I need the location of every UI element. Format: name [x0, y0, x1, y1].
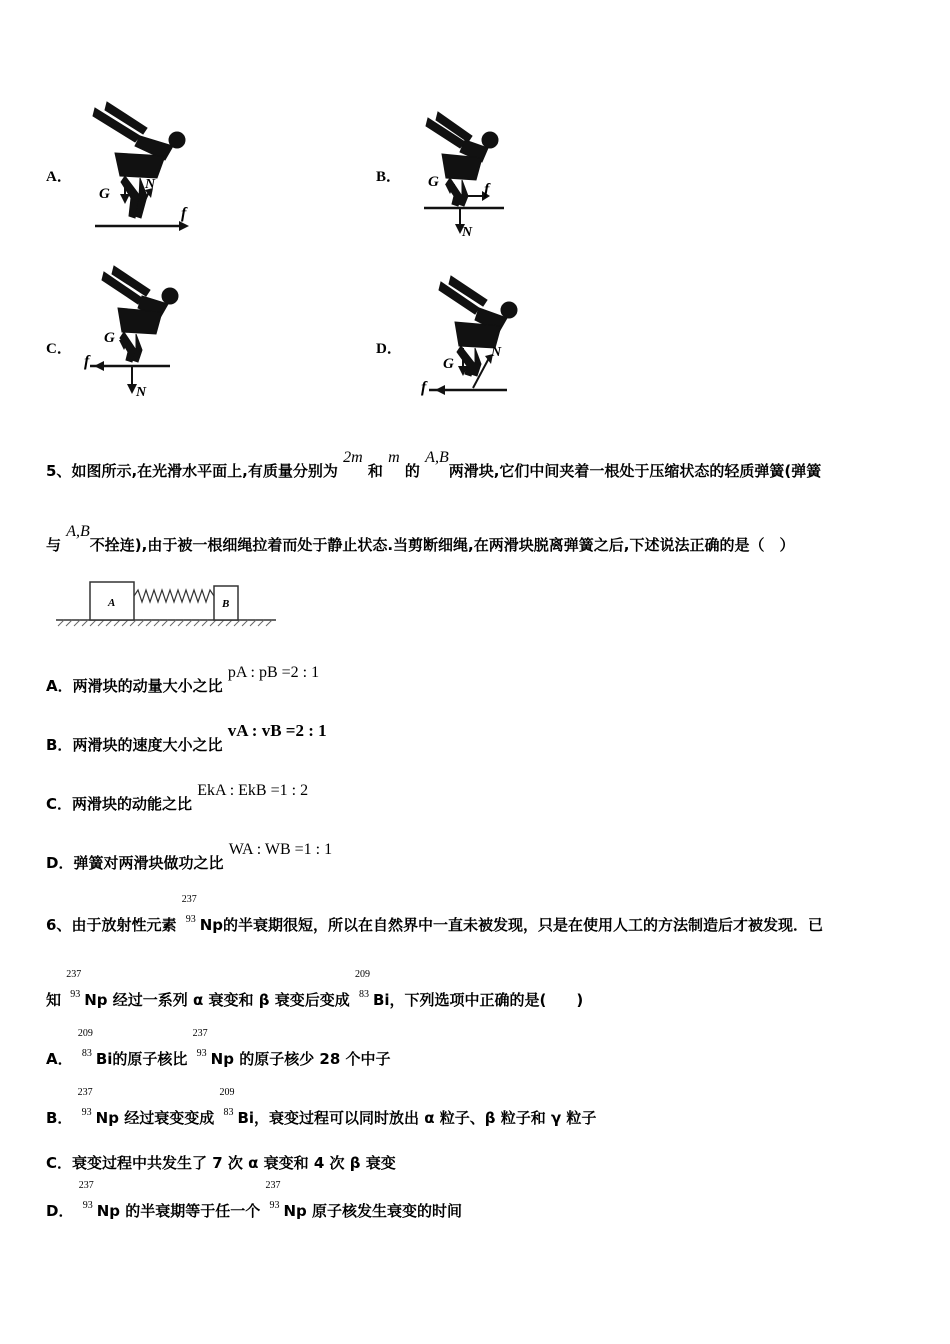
q6-option-d-np-nuclide-1: 237 93	[78, 1180, 94, 1211]
q5-option-b-label: B．	[46, 736, 73, 754]
q5-option-c-label: C．	[46, 795, 73, 813]
q5-of: 的	[404, 462, 420, 480]
figure-d-f-label: f	[421, 379, 427, 396]
q6-option-a-bi: Bi	[95, 1050, 113, 1068]
q6-option-c-text: 衰变过程中共发生了 7 次 α 衰变和 4 次 β 衰变	[72, 1154, 396, 1172]
q6-stem-part-5: ，下列选项中正确的是( )	[389, 991, 584, 1009]
figure-option-a-label: A．	[46, 169, 72, 185]
q6-bi-1: Bi	[372, 991, 390, 1009]
q5-number: 5、	[46, 462, 72, 480]
q6-option-c-label: C．	[46, 1154, 73, 1172]
q6-option-d-np-nuclide-2: 237 93	[265, 1180, 281, 1211]
q6-option-d-np-1: Np	[96, 1202, 120, 1220]
figure-a-diver-diagram	[85, 98, 200, 233]
q5-option-a-label: A．	[46, 677, 73, 695]
q6-np-nuclide-2: 237 93	[66, 969, 82, 1000]
q5-option-a-math: pA : pB =2 : 1	[227, 664, 320, 681]
q5-spring	[134, 590, 214, 602]
q5-mass-m: m	[388, 449, 400, 466]
figure-d-diver-diagram	[415, 270, 535, 405]
q6-number: 6、	[46, 916, 72, 934]
q5-option-d-text: 弹簧对两滑块做功之比	[73, 854, 224, 872]
q5-option-c	[46, 782, 309, 814]
q6-option-c	[46, 1152, 396, 1173]
q6-option-a-label: A．	[46, 1050, 73, 1068]
q5-ab-2: A,B	[66, 523, 90, 540]
q6-option-a-bi-nuclide: 209 83	[77, 1028, 93, 1059]
figure-option-b-label: B．	[376, 169, 402, 185]
q5-spring-block-figure	[54, 574, 278, 632]
q6-option-b-bi-nuclide: 209 83	[219, 1087, 235, 1118]
figure-b-g-label: G	[428, 174, 439, 190]
figure-a-f-label: f	[181, 205, 187, 222]
q6-np-2: Np	[84, 991, 108, 1009]
q6-option-d	[46, 1180, 463, 1221]
figure-a-g-label: G	[99, 186, 110, 202]
figure-c-n-label: N	[136, 385, 147, 400]
figure-b-n-label: N	[462, 225, 473, 240]
q5-option-d-label: D．	[46, 854, 74, 872]
q6-line-2	[46, 969, 584, 1010]
q6-bi-nuclide-1: 209 83	[354, 969, 370, 1000]
q5-option-a-text: 两滑块的动量大小之比	[72, 677, 223, 695]
q5-option-d	[46, 841, 333, 873]
figure-c-g-label: G	[104, 330, 115, 346]
q5-mass-2m: 2m	[343, 449, 363, 466]
figure-d-n-label: N	[491, 345, 502, 360]
q5-option-c-text: 两滑块的动能之比	[72, 795, 193, 813]
q6-option-a-np: Np	[210, 1050, 234, 1068]
q6-line-1	[46, 894, 823, 935]
figure-c-diver-diagram	[80, 262, 200, 402]
q5-and: 和	[367, 462, 383, 480]
q6-np-1: Np	[199, 916, 223, 934]
q5-stem-part-4: 不拴连),由于被一根细绳拉着而处于静止状态.当剪断细绳,在两滑块脱离弹簧之后,下述说法正确的是（ ）	[89, 536, 795, 554]
q5-block-a-label: A	[108, 597, 116, 609]
q6-option-b-np-nuclide: 237 93	[77, 1087, 93, 1118]
q6-np-nuclide-1: 237 93	[181, 894, 197, 925]
figure-d-g-label: G	[443, 356, 454, 372]
q6-option-b-label: B．	[46, 1109, 73, 1127]
q5-stem-part-1: 如图所示,在光滑水平面上,有质量分别为	[71, 462, 338, 480]
q6-stem-part-3: 知	[46, 991, 62, 1009]
q5-option-a	[46, 664, 320, 696]
figure-c-f-label: f	[84, 353, 90, 370]
q5-stem-part-3: 与	[46, 536, 62, 554]
figure-option-d-label: D．	[376, 341, 402, 357]
q5-line-2	[46, 523, 795, 555]
q6-option-b-np: Np	[95, 1109, 119, 1127]
q6-option-a-np-nuclide: 237 93	[192, 1028, 208, 1059]
q6-option-b	[46, 1087, 597, 1128]
q6-option-b-text-1: 经过衰变变成	[124, 1109, 215, 1127]
q6-option-d-label: D．	[46, 1202, 74, 1220]
q6-option-b-text-2: ，衰变过程可以同时放出 α 粒子、β 粒子和 γ 粒子	[254, 1109, 597, 1127]
figure-a-n-label: N	[145, 177, 156, 192]
q6-option-a-text-2: 的原子核少 28 个中子	[239, 1050, 391, 1068]
q5-block-b-label: B	[222, 598, 230, 610]
q5-stem-part-2: 两滑块,它们中间夹着一根处于压缩状态的轻质弹簧(弹簧	[448, 462, 822, 480]
figure-b-f-label: f	[484, 181, 490, 198]
q6-option-d-text-2: 原子核发生衰变的时间	[312, 1202, 463, 1220]
q5-option-b-math: vA : vB =2 : 1	[227, 721, 327, 740]
figure-b-diver-diagram	[420, 106, 510, 240]
q5-option-b-text: 两滑块的速度大小之比	[72, 736, 223, 754]
q6-option-a	[46, 1028, 391, 1069]
q6-option-d-text-1: 的半衰期等于任一个	[125, 1202, 261, 1220]
q6-option-a-text-1: 的原子核比	[112, 1050, 188, 1068]
q6-stem-part-4: 经过一系列 α 衰变和 β 衰变后变成	[112, 991, 350, 1009]
figure-option-c-label: C．	[46, 341, 72, 357]
q6-option-b-bi: Bi	[237, 1109, 255, 1127]
q6-stem-part-2: 的半衰期很短，所以在自然界中一直未被发现，只是在使用人工的方法制造后才被发现．已	[222, 916, 823, 934]
q5-option-b	[46, 721, 327, 755]
q6-stem-part-1: 由于放射性元素	[71, 916, 177, 934]
q5-line-1	[46, 449, 822, 481]
q5-ab-1: A,B	[425, 449, 449, 466]
q6-option-d-np-2: Np	[283, 1202, 307, 1220]
q5-option-d-math: WA : WB =1 : 1	[228, 841, 333, 858]
q5-option-c-math: EkA : EkB =1 : 2	[197, 782, 309, 799]
